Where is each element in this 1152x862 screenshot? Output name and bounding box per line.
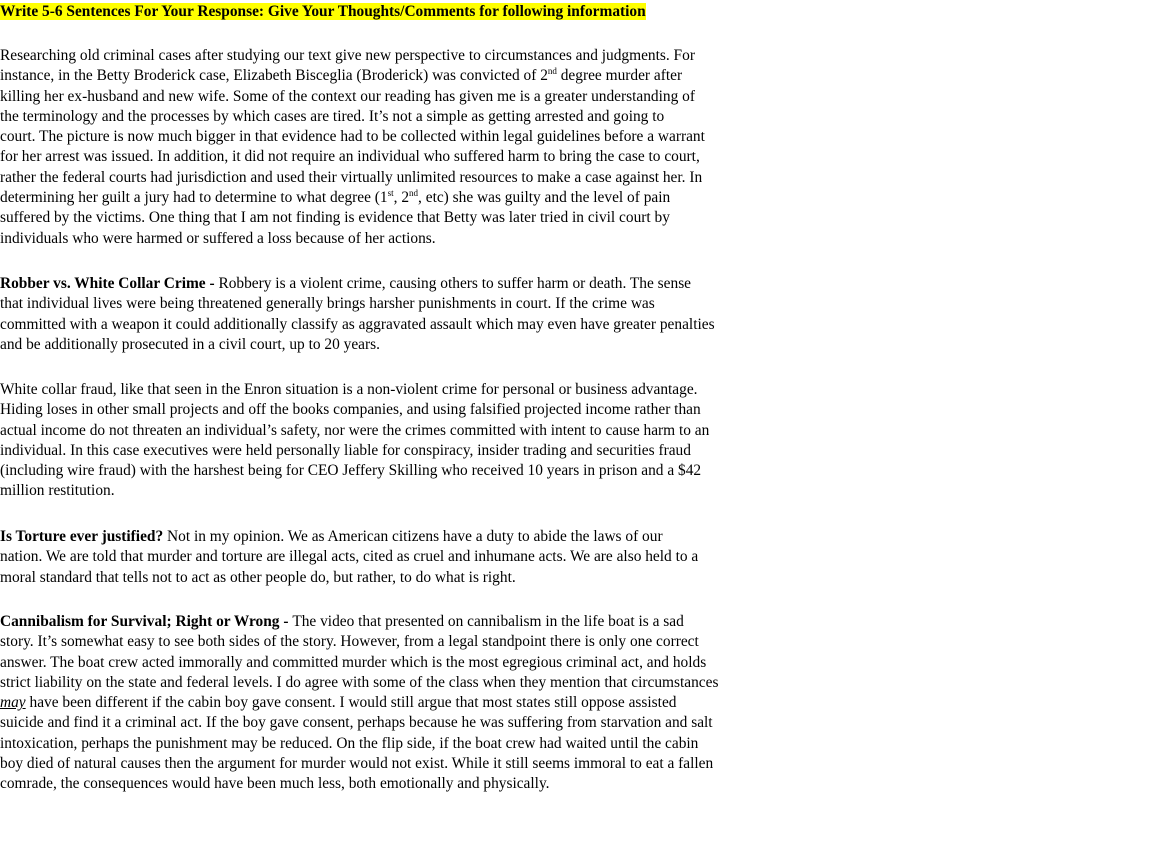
- text-line: Robber vs. White Collar Crime - Robbery is a violent crime, causing others to suffer harm or death. The sense: [0, 275, 692, 292]
- text-line: individuals who were harmed or suffered a loss because of her actions.: [0, 229, 436, 247]
- text-line: comrade, the consequences would have been much less, both emotionally and physically.: [0, 775, 550, 793]
- emphasized-word: may: [0, 694, 26, 712]
- text-line: individual. In this case executives were held personally liable for conspiracy, insider trading and securities fraud: [0, 441, 691, 459]
- text-line: million restitution.: [0, 482, 115, 500]
- text-line: the terminology and the processes by which cases are tired. It’s not a simple as getting arrested and going to: [0, 107, 665, 125]
- section-lead: Cannibalism for Survival; Right or Wrong -: [0, 613, 293, 630]
- text-line: moral standard that tells not to act as other people do, but rather, to do what is right.: [0, 568, 516, 586]
- text-line: Is Torture ever justified? Not in my opinion. We as American citizens have a duty to abide the laws of our: [0, 528, 663, 545]
- text-line: committed with a weapon it could additionally classify as aggravated assault which may even have greater penalties: [0, 315, 715, 333]
- text-line: strict liability on the state and federal levels. I do agree with some of the class when they mention that circumstances: [0, 673, 719, 691]
- paragraph-robbery: [0, 274, 830, 355]
- text-line: story. It’s somewhat easy to see both sides of the story. However, from a legal standpoint there is only one correct: [0, 633, 699, 651]
- text-line: that individual lives were being threatened generally brings harsher punishments in court. If the crime was: [0, 295, 655, 313]
- text-line: answer. The boat crew acted immorally and committed murder which is the most egregious criminal act, and holds: [0, 653, 707, 671]
- text-line: boy died of natural causes then the argument for murder would not exist. While it still seems immoral to eat a fallen: [0, 755, 714, 773]
- text-line: White collar fraud, like that seen in the Enron situation is a non-violent crime for personal or business advantage.: [0, 381, 698, 398]
- text-line: actual income do not threaten an individual’s safety, nor were the crimes committed with intent to cause harm to an: [0, 421, 710, 439]
- assignment-heading: [0, 2, 646, 22]
- text-line: may have been different if the cabin boy gave consent. I would still argue that most states still oppose assisted: [0, 694, 677, 712]
- paragraph-torture: [0, 527, 830, 588]
- paragraph-white-collar: [0, 380, 830, 502]
- text-line: rather the federal courts had jurisdiction and used their virtually unlimited resources to make a case against her. In: [0, 168, 703, 186]
- text-line: intoxication, perhaps the punishment may be reduced. On the flip side, if the boat crew had waited until the cabin: [0, 734, 699, 752]
- highlighted-heading-text: Write 5-6 Sentences For Your Response: Give Your Thoughts/Comments for following information: [0, 3, 646, 20]
- section-lead: Robber vs. White Collar Crime -: [0, 275, 219, 292]
- text-line: nation. We are told that murder and torture are illegal acts, cited as cruel and inhumane acts. We are also held to a: [0, 548, 699, 566]
- text-line: killing her ex-husband and new wife. Some of the context our reading has given me is a greater understanding of: [0, 87, 695, 105]
- text-line: instance, in the Betty Broderick case, Elizabeth Bisceglia (Broderick) was convicted of 2nd degree murder after: [0, 66, 683, 85]
- paragraph-cannibalism: [0, 612, 830, 795]
- text-line: (including wire fraud) with the harshest being for CEO Jeffery Skilling who received 10 years in prison and a $42: [0, 462, 702, 480]
- text-line: Researching old criminal cases after studying our text give new perspective to circumstances and judgments. For: [0, 47, 695, 64]
- paragraph-broderick-case: [0, 46, 830, 249]
- text-line: suffered by the victims. One thing that I am not finding is evidence that Betty was later tried in civil court by: [0, 209, 670, 227]
- text-line: determining her guilt a jury had to determine to what degree (1st, 2nd, etc) she was guilty and the level of pain: [0, 187, 671, 207]
- section-lead: Is Torture ever justified?: [0, 528, 164, 545]
- text-line: suicide and find it a criminal act. If the boy gave consent, perhaps because he was suffering from starvation and salt: [0, 714, 713, 732]
- text-line: Cannibalism for Survival; Right or Wrong - The video that presented on cannibalism in the life boat is a sad: [0, 613, 684, 630]
- text-line: for her arrest was issued. In addition, it did not require an individual who suffered harm to bring the case to court,: [0, 148, 700, 166]
- text-line: Hiding loses in other small projects and off the books companies, and using falsified projected income rather than: [0, 401, 701, 419]
- text-line: and be additionally prosecuted in a civil court, up to 20 years.: [0, 335, 380, 353]
- text-line: court. The picture is now much bigger in that evidence had to be collected within legal guidelines before a warrant: [0, 128, 705, 146]
